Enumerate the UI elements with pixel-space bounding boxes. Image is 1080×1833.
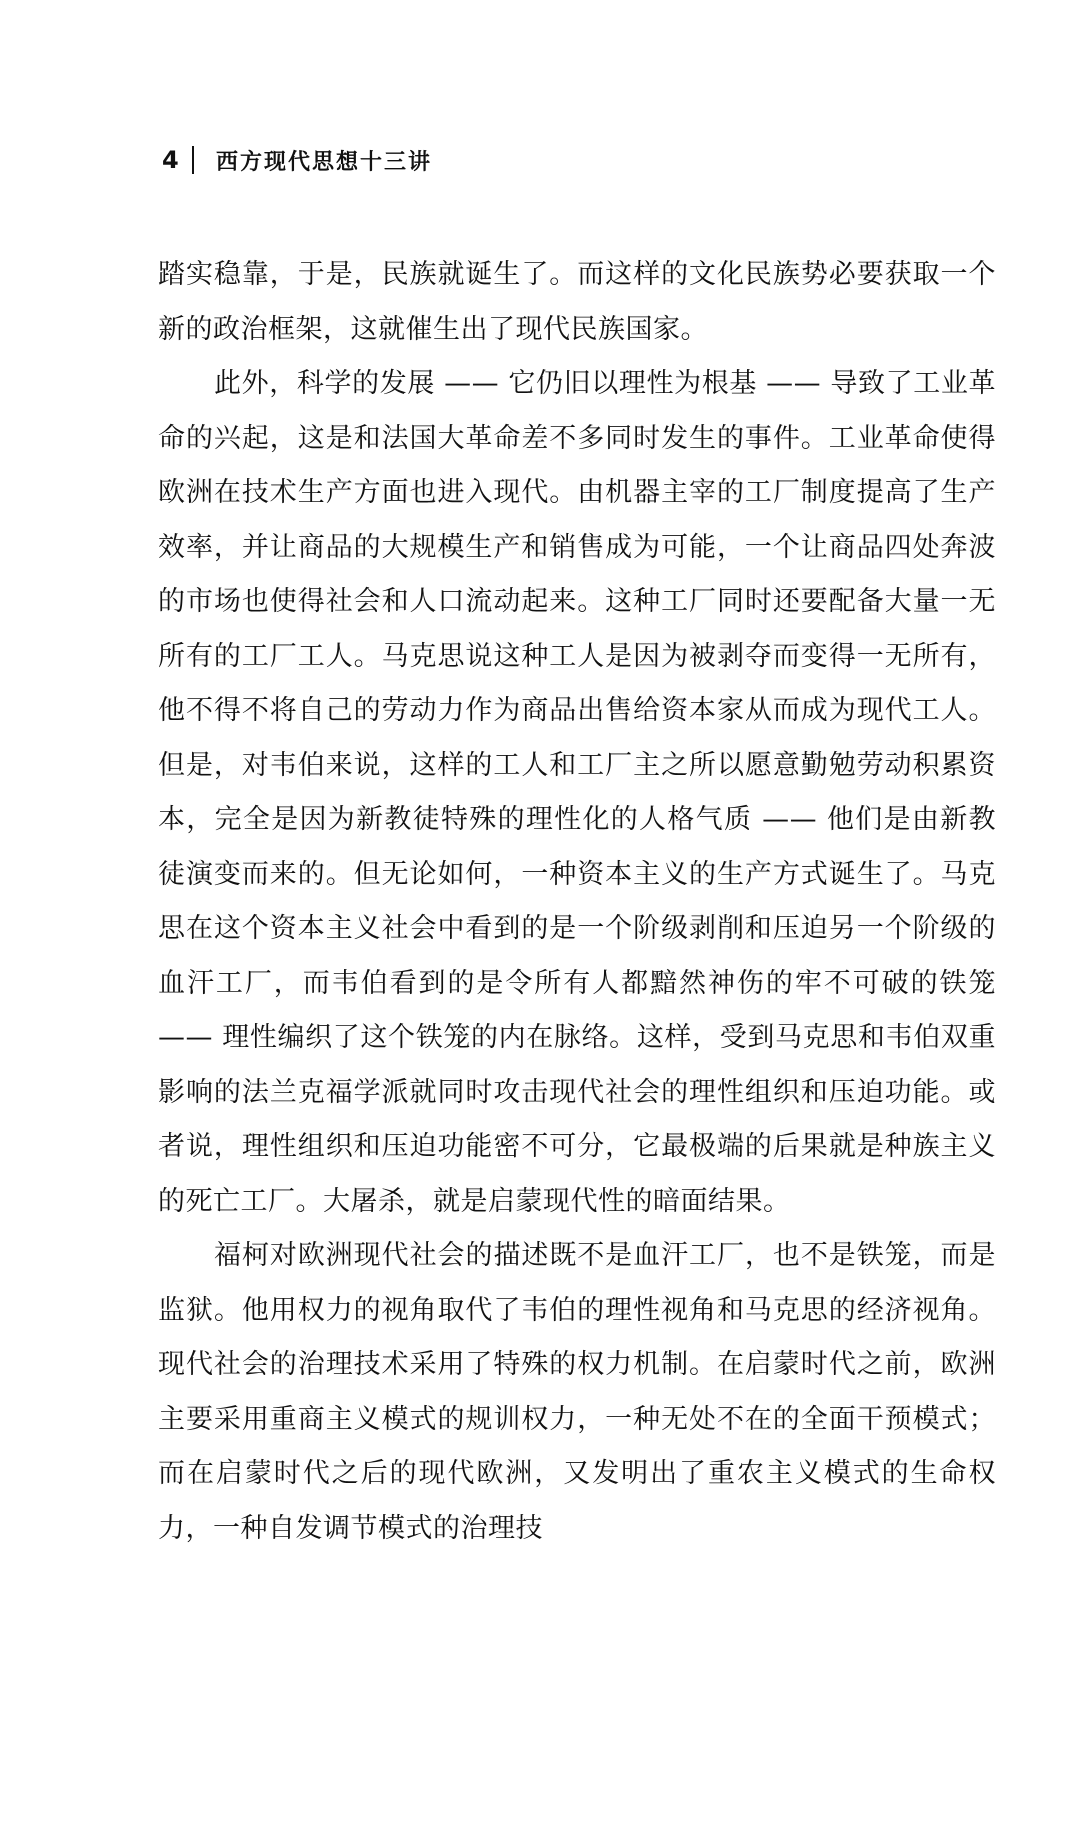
paragraph: 此外，科学的发展 —— 它仍旧以理性为根基 —— 导致了工业革命的兴起，这是和法国大革命差不多同时发生的事件。工业革命使得欧洲在技术生产方面也进入现代。由机器主宰的工厂制度提高了生产效率，并让商品的大规模生产和销售成为可能，一个让商品四处奔波的市场也使得社会和人口流动起来。这种工厂同时还要配备大量一无所有的工厂工人。马克思说这种工人是因为被剥夺而变得一无所有，他不得不将自己的劳动力作为商品出售给资本家从而成为现代工人。但是，对韦伯来说，这样的工人和工厂主之所以愿意勤勉劳动积累资本，完全是因为新教徒特殊的理性化的人格气质 —— 他们是由新教徒演变而来的。但无论如何，一种资本主义的生产方式诞生了。马克思在这个资本主义社会中看到的是一个阶级剥削和压迫另一个阶级的血汗工厂，而韦伯看到的是令所有人都黯然神伤的牢不可破的铁笼 —— 理性编织了这个铁笼的内在脉络。这样，受到马克思和韦伯双重影响的法兰克福学派就同时攻击现代社会的理性组织和压迫功能。或者说，理性组织和压迫功能密不可分，它最极端的后果就是种族主义的死亡工厂。大屠杀，就是启蒙现代性的暗面结果。: [158, 368, 996, 1217]
body-text: [158, 248, 996, 1556]
page-header: [162, 140, 432, 180]
page-number: 4: [162, 146, 180, 174]
paragraph-continued: 踏实稳靠，于是，民族就诞生了。而这样的文化民族势必要获取一个新的政治框架，这就催生出了现代民族国家。: [158, 259, 996, 345]
book-title: 西方现代思想十三讲: [216, 148, 433, 175]
header-divider: [192, 146, 194, 174]
paragraph: 福柯对欧洲现代社会的描述既不是血汗工厂，也不是铁笼，而是监狱。他用权力的视角取代了韦伯的理性视角和马克思的经济视角。现代社会的治理技术采用了特殊的权力机制。在启蒙时代之前，欧洲主要采用重商主义模式的规训权力，一种无处不在的全面干预模式；而在启蒙时代之后的现代欧洲，又发明出了重农主义模式的生命权力，一种自发调节模式的治理技: [158, 1240, 996, 1544]
